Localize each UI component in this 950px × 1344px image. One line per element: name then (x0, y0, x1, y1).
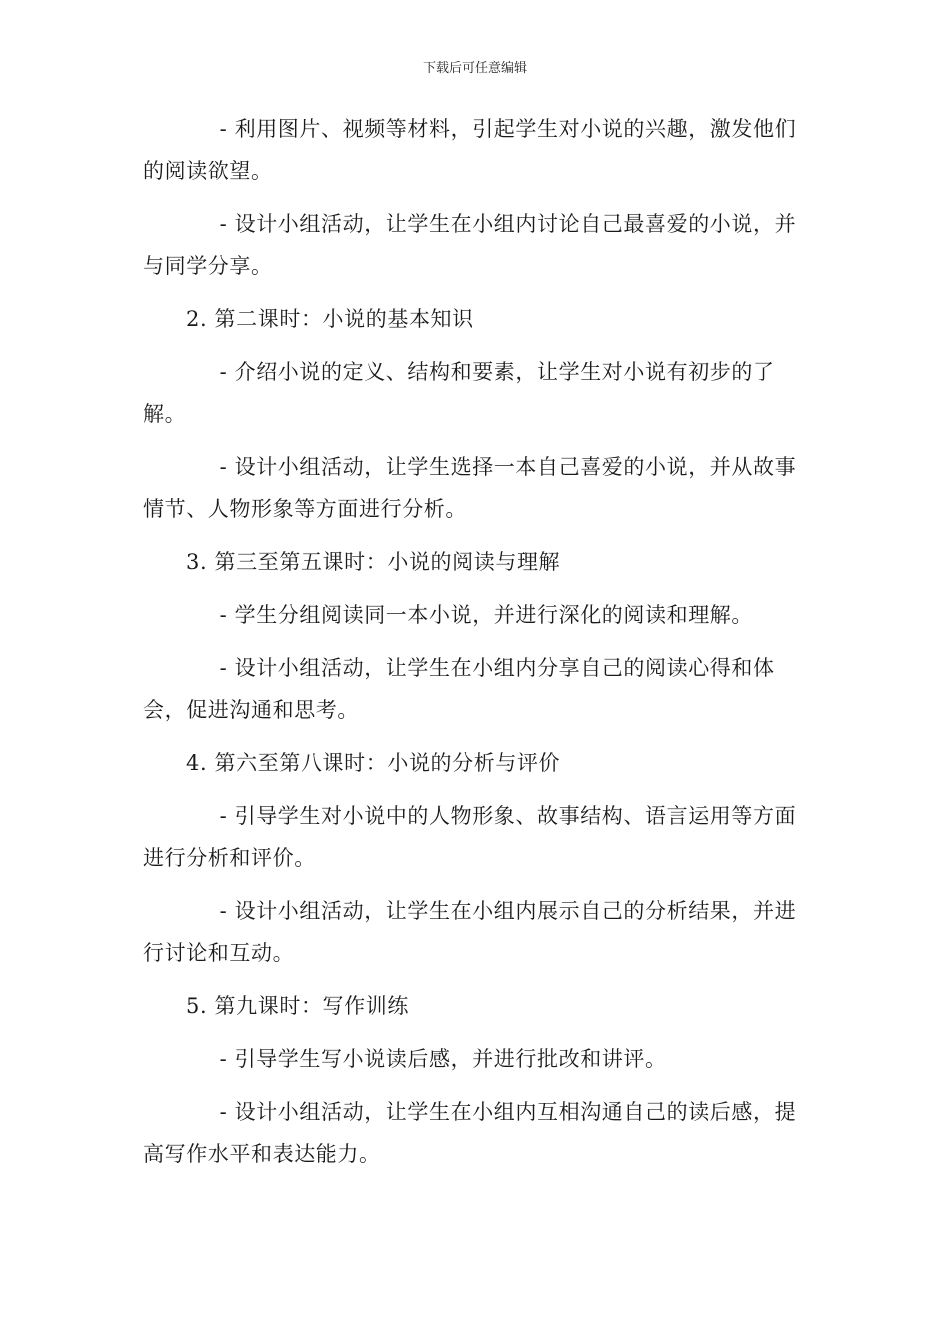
paragraph-bullet: - 设计小组活动，让学生在小组内分享自己的阅读心得和体会，促进沟通和思考。 (143, 656, 775, 722)
paragraph-bullet: - 引导学生写小说读后感，并进行批改和讲评。 (219, 1047, 667, 1071)
page-header: 下载后可任意编辑 (422, 61, 527, 76)
paragraph-bullet: - 设计小组活动，让学生在小组内展示自己的分析结果，并进行讨论和互动。 (143, 899, 797, 965)
lesson-heading: 4. 第六至第八课时：小说的分析与评价 (186, 751, 561, 775)
paragraph-bullet: - 设计小组活动，让学生选择一本自己喜爱的小说，并从故事情节、人物形象等方面进行分析。 (143, 455, 797, 521)
paragraph-bullet: - 设计小组活动，让学生在小组内讨论自己最喜爱的小说，并与同学分享。 (143, 212, 797, 278)
lesson-heading: 3. 第三至第五课时：小说的阅读与理解 (186, 550, 561, 574)
paragraph-bullet: - 利用图片、视频等材料，引起学生对小说的兴趣，激发他们的阅读欲望。 (143, 117, 797, 183)
lesson-heading: 5. 第九课时：写作训练 (186, 994, 409, 1018)
lesson-heading: 2. 第二课时：小说的基本知识 (186, 307, 474, 331)
paragraph-bullet: - 设计小组活动，让学生在小组内互相沟通自己的读后感，提高写作水平和表达能力。 (143, 1100, 797, 1166)
document-body (143, 108, 805, 1186)
paragraph-bullet: - 介绍小说的定义、结构和要素，让学生对小说有初步的了解。 (143, 360, 775, 426)
paragraph-bullet: - 引导学生对小说中的人物形象、故事结构、语言运用等方面进行分析和评价。 (143, 804, 797, 870)
paragraph-bullet: - 学生分组阅读同一本小说，并进行深化的阅读和理解。 (219, 603, 754, 627)
